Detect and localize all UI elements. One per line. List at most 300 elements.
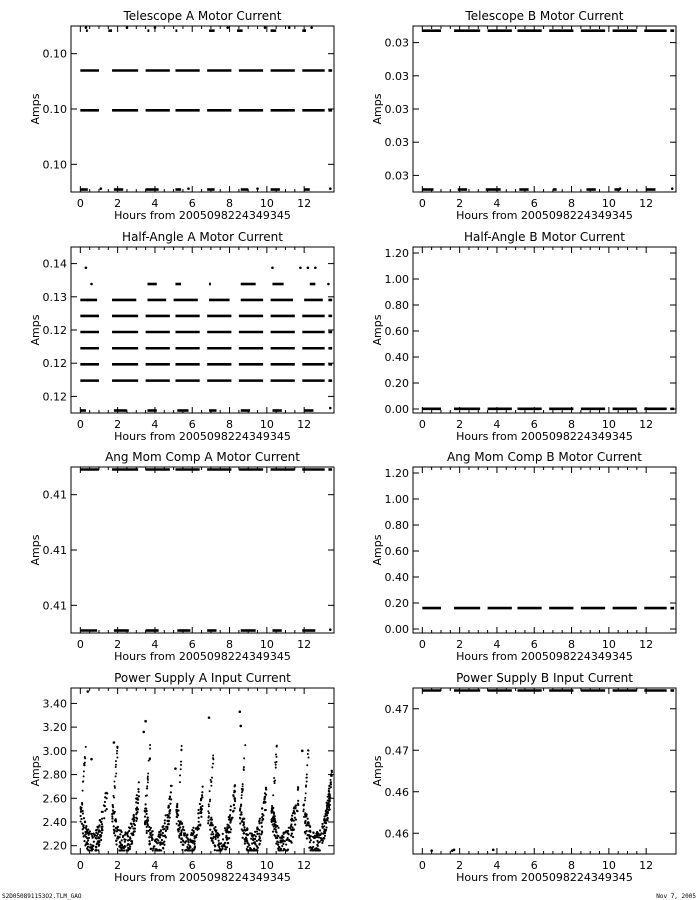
data-point <box>80 821 82 823</box>
data-point <box>243 768 245 770</box>
data-point <box>319 829 321 831</box>
data-point <box>147 779 149 781</box>
data-point <box>293 806 295 808</box>
y-tick-label: 0.03 <box>384 103 409 116</box>
data-point <box>209 790 211 792</box>
data-point <box>152 830 154 832</box>
chart-panel-7 <box>29 671 334 884</box>
data-point <box>216 849 218 851</box>
data-point <box>154 26 157 29</box>
y-tick-label: 0.41 <box>42 599 67 613</box>
data-point <box>112 795 114 797</box>
data-point <box>182 844 184 846</box>
y-axis-label: Amps <box>29 534 42 566</box>
data-point <box>316 834 318 836</box>
data-point <box>306 830 308 832</box>
data-point <box>304 799 306 801</box>
data-point <box>212 763 214 765</box>
data-point <box>281 845 283 847</box>
y-tick-label: 0.03 <box>384 169 409 183</box>
data-point <box>275 828 277 830</box>
data-point <box>274 835 276 837</box>
data-point <box>303 816 305 818</box>
data-point <box>212 755 214 757</box>
data-point <box>131 825 133 827</box>
data-point <box>133 819 135 821</box>
data-point <box>264 792 266 794</box>
data-point <box>100 187 103 190</box>
data-point <box>291 815 293 817</box>
data-point <box>307 750 309 752</box>
data-point <box>90 848 92 850</box>
data-point <box>277 847 279 849</box>
data-point <box>209 800 211 802</box>
data-point <box>259 843 261 845</box>
x-tick-label: 6 <box>188 197 196 210</box>
data-point <box>430 849 433 852</box>
data-point <box>130 823 132 825</box>
data-point <box>115 775 117 777</box>
data-point <box>277 827 279 829</box>
data-point <box>199 824 201 826</box>
x-tick-label: 2 <box>456 859 464 872</box>
data-point <box>150 836 152 838</box>
x-tick-label: 12 <box>297 859 312 872</box>
data-point <box>82 812 84 814</box>
y-axis-label: Amps <box>371 314 384 346</box>
data-point <box>218 840 220 842</box>
data-point <box>271 266 274 269</box>
data-point <box>219 848 221 850</box>
data-point <box>101 829 103 831</box>
data-point <box>324 832 326 834</box>
data-point <box>115 764 117 766</box>
data-point <box>176 813 178 815</box>
data-point <box>211 840 213 842</box>
data-point <box>218 834 220 836</box>
data-point <box>244 744 246 746</box>
footer-date: Nov 7, 2005 <box>656 893 696 900</box>
data-point <box>318 833 320 835</box>
data-point <box>317 848 319 850</box>
data-point <box>255 849 257 851</box>
data-point <box>85 266 88 269</box>
data-point <box>119 833 121 835</box>
data-point <box>187 837 189 839</box>
data-point <box>231 817 233 819</box>
data-point <box>95 837 97 839</box>
data-point <box>305 777 307 779</box>
data-point <box>101 823 103 825</box>
data-point <box>81 802 83 804</box>
data-point <box>319 841 321 843</box>
y-tick-label: 0.14 <box>42 257 67 271</box>
y-axis-label: Amps <box>29 755 42 787</box>
data-point <box>240 797 242 799</box>
data-point <box>256 845 258 847</box>
data-point <box>162 832 164 834</box>
data-point <box>242 818 244 820</box>
data-point <box>150 832 152 834</box>
data-point <box>119 841 121 843</box>
plot-frame <box>413 247 676 413</box>
data-point <box>144 808 146 810</box>
y-tick-label: 2.20 <box>42 839 67 853</box>
data-point <box>271 812 273 814</box>
data-point <box>178 824 180 826</box>
data-point <box>144 810 146 812</box>
data-point <box>221 848 223 850</box>
data-point <box>264 797 266 799</box>
data-point <box>297 787 299 789</box>
data-point <box>177 809 179 811</box>
data-point <box>243 838 245 840</box>
data-point <box>290 825 292 827</box>
data-point <box>106 808 108 810</box>
x-tick-label: 6 <box>530 859 538 872</box>
data-point <box>309 837 311 839</box>
data-point <box>273 777 275 779</box>
data-point <box>245 836 247 838</box>
y-tick-label: 0.10 <box>42 47 67 61</box>
data-point <box>188 849 190 851</box>
x-tick-label: 4 <box>493 859 501 872</box>
data-point <box>211 819 213 821</box>
x-axis-label: Hours from 2005098224349345 <box>456 650 633 663</box>
y-tick-label: 0.00 <box>384 403 409 416</box>
data-point <box>261 816 263 818</box>
data-point <box>249 832 251 834</box>
data-point <box>116 837 118 839</box>
data-point <box>208 812 210 814</box>
data-point <box>115 760 117 762</box>
data-point <box>88 832 90 834</box>
data-point <box>100 839 102 841</box>
x-tick-label: 8 <box>226 418 234 431</box>
data-point <box>154 840 156 842</box>
data-point <box>147 772 149 774</box>
data-point <box>254 831 256 833</box>
data-point <box>170 785 172 787</box>
data-point <box>180 749 182 751</box>
data-point <box>229 816 231 818</box>
data-point <box>304 814 306 816</box>
x-tick-label: 6 <box>188 859 196 872</box>
data-point <box>181 745 183 747</box>
data-point <box>244 842 246 844</box>
data-point <box>104 805 106 807</box>
data-point <box>330 781 332 783</box>
data-point <box>135 801 137 803</box>
data-point <box>113 812 115 814</box>
data-point <box>240 813 242 815</box>
x-tick-label: 0 <box>418 418 426 431</box>
data-point <box>129 846 131 848</box>
data-point <box>112 809 114 811</box>
data-point <box>97 833 99 835</box>
data-point <box>210 817 212 819</box>
data-point <box>200 798 202 800</box>
data-point <box>135 820 137 822</box>
data-point <box>200 811 202 813</box>
data-point <box>113 825 115 827</box>
x-tick-label: 4 <box>151 859 159 872</box>
data-point <box>290 835 292 837</box>
data-point <box>210 779 212 781</box>
data-point <box>196 834 198 836</box>
data-point <box>199 803 201 805</box>
data-point <box>215 831 217 833</box>
data-point <box>326 804 328 806</box>
data-point <box>290 841 292 843</box>
data-point <box>153 845 155 847</box>
data-point <box>276 840 278 842</box>
x-tick-label: 10 <box>601 638 616 651</box>
data-point <box>144 823 146 825</box>
data-point <box>215 838 217 840</box>
data-point <box>126 26 129 29</box>
y-tick-label: 0.12 <box>42 324 67 337</box>
data-point <box>189 838 191 840</box>
data-point <box>283 833 285 835</box>
data-point <box>124 845 126 847</box>
data-point <box>114 785 116 787</box>
data-point <box>152 847 154 849</box>
data-point <box>180 764 182 766</box>
data-point <box>194 840 196 842</box>
data-point <box>181 849 183 851</box>
x-tick-label: 12 <box>639 418 654 431</box>
data-point <box>329 407 332 410</box>
data-point <box>169 796 171 798</box>
y-axis-label: Amps <box>29 93 42 125</box>
data-point <box>136 818 138 820</box>
data-point <box>165 829 167 831</box>
data-point <box>128 830 130 832</box>
data-point <box>323 828 325 830</box>
data-point <box>306 773 308 775</box>
y-tick-label: 0.60 <box>384 325 409 338</box>
data-point <box>309 830 311 832</box>
data-point <box>233 804 235 806</box>
data-point <box>98 845 100 847</box>
data-point <box>309 826 311 828</box>
data-point <box>138 781 140 783</box>
data-point <box>225 848 227 850</box>
data-point <box>213 836 215 838</box>
data-point <box>453 849 456 852</box>
data-point <box>275 767 277 769</box>
data-point <box>208 803 210 805</box>
data-point <box>290 819 292 821</box>
data-point <box>201 805 203 807</box>
data-point <box>168 813 170 815</box>
data-point <box>90 833 92 835</box>
data-point <box>306 837 308 839</box>
y-tick-label: 0.03 <box>384 69 409 83</box>
data-point <box>224 842 226 844</box>
data-point <box>209 829 211 831</box>
data-point <box>325 815 327 817</box>
data-point <box>222 845 224 847</box>
data-point <box>307 753 309 755</box>
data-point <box>328 800 330 802</box>
y-tick-label: 0.41 <box>42 488 67 502</box>
data-point <box>306 764 308 766</box>
data-point <box>321 842 323 844</box>
data-point <box>149 829 151 831</box>
data-point <box>259 818 261 820</box>
plot-frame <box>71 247 334 413</box>
x-tick-label: 8 <box>568 638 576 651</box>
y-tick-label: 0.40 <box>384 351 409 364</box>
data-point <box>167 816 169 818</box>
data-point <box>160 849 162 851</box>
data-point <box>87 839 89 841</box>
y-tick-label: 0.10 <box>42 103 67 116</box>
data-point <box>176 823 178 825</box>
y-tick-label: 3.40 <box>42 697 67 711</box>
data-point <box>118 836 120 838</box>
data-point <box>256 187 259 190</box>
data-point <box>134 824 136 826</box>
data-point <box>113 832 115 834</box>
data-point <box>144 815 146 817</box>
x-tick-label: 6 <box>530 418 538 431</box>
x-tick-label: 4 <box>493 197 501 210</box>
data-point <box>187 841 189 843</box>
data-point <box>226 26 229 29</box>
data-point <box>87 846 89 848</box>
data-point <box>156 838 158 840</box>
data-point <box>242 785 244 787</box>
data-point <box>240 811 242 813</box>
data-point <box>260 822 262 824</box>
data-point <box>292 812 294 814</box>
x-tick-label: 0 <box>418 638 426 651</box>
data-point <box>111 820 113 822</box>
data-point <box>212 758 214 760</box>
data-point <box>249 847 251 849</box>
data-point <box>316 844 318 846</box>
data-point <box>97 849 99 851</box>
data-point <box>302 810 304 812</box>
data-point <box>288 26 291 29</box>
data-point <box>82 790 84 792</box>
data-point <box>303 804 305 806</box>
data-point <box>310 26 313 29</box>
data-point <box>208 805 210 807</box>
data-point <box>329 628 332 631</box>
data-point <box>146 785 148 787</box>
data-point <box>114 834 116 836</box>
data-point <box>114 787 116 789</box>
data-point <box>307 824 309 826</box>
y-axis-label: Amps <box>29 314 42 346</box>
data-point <box>83 840 85 842</box>
data-point <box>234 798 236 800</box>
data-point <box>86 830 88 832</box>
chart-panel-3 <box>29 230 334 443</box>
data-point <box>256 830 258 832</box>
data-point <box>83 775 85 777</box>
data-point <box>116 756 118 758</box>
data-point <box>306 822 308 824</box>
data-point <box>307 756 309 758</box>
data-point <box>671 187 674 190</box>
x-tick-label: 10 <box>259 859 274 872</box>
data-point <box>124 839 126 841</box>
data-point <box>207 822 209 824</box>
data-point <box>149 744 151 746</box>
x-tick-label: 2 <box>114 859 122 872</box>
y-tick-label: 0.20 <box>384 597 409 610</box>
data-point <box>148 840 150 842</box>
data-point <box>180 761 182 763</box>
x-axis-label: Hours from 2005098224349345 <box>114 209 291 222</box>
data-point <box>177 830 179 832</box>
data-point <box>241 789 243 791</box>
data-point <box>93 833 95 835</box>
data-point <box>326 808 328 810</box>
data-point <box>242 783 244 785</box>
data-point <box>176 810 178 812</box>
x-tick-label: 0 <box>76 638 84 651</box>
data-point <box>91 837 93 839</box>
data-point <box>239 810 241 812</box>
data-point <box>104 801 106 803</box>
data-point <box>324 818 326 820</box>
data-point <box>102 811 104 813</box>
data-point <box>293 810 295 812</box>
data-point <box>87 848 89 850</box>
data-point <box>200 808 202 810</box>
data-point <box>118 845 120 847</box>
data-point <box>114 819 116 821</box>
x-axis-label: Hours from 2005098224349345 <box>456 209 633 222</box>
data-point <box>182 840 184 842</box>
data-point <box>294 817 296 819</box>
data-point <box>226 846 228 848</box>
y-tick-label: 0.10 <box>42 158 67 172</box>
data-point <box>285 843 287 845</box>
chart-panel-4 <box>371 230 676 443</box>
x-tick-label: 10 <box>259 197 274 210</box>
y-tick-label: 1.00 <box>384 273 409 286</box>
data-point <box>293 829 295 831</box>
data-point <box>307 834 309 836</box>
data-point <box>127 843 129 845</box>
data-point <box>304 820 306 822</box>
chart-title: Power Supply A Input Current <box>114 671 291 685</box>
data-point <box>100 821 102 823</box>
data-point <box>283 848 285 850</box>
data-point <box>180 768 182 770</box>
data-point <box>247 846 249 848</box>
data-point <box>111 817 113 819</box>
x-tick-label: 0 <box>76 418 84 431</box>
x-axis-label: Hours from 2005098224349345 <box>114 650 291 663</box>
x-axis-label: Hours from 2005098224349345 <box>114 430 291 443</box>
data-point <box>328 795 330 797</box>
data-point-outlier <box>239 725 242 728</box>
x-tick-label: 12 <box>297 197 312 210</box>
x-tick-label: 0 <box>76 197 84 210</box>
data-point <box>187 187 190 190</box>
data-point <box>329 187 332 190</box>
y-tick-label: 0.00 <box>384 623 409 636</box>
data-point <box>314 849 316 851</box>
